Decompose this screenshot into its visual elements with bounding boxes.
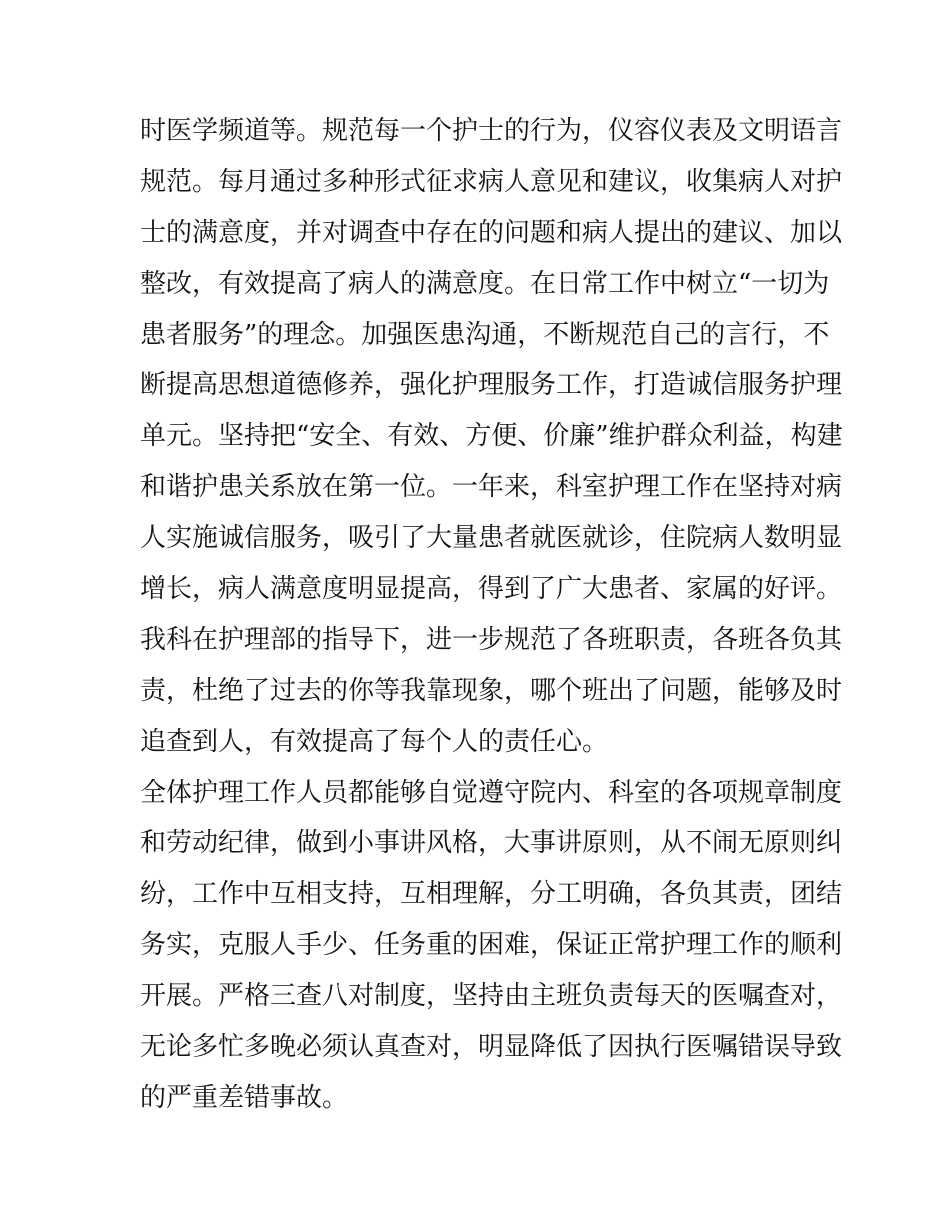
text-line: 增长，病人满意度明显提高，得到了广大患者、家属的好评。 <box>140 574 843 605</box>
text-line: 患者服务”的理念。加强医患沟通，不断规范自己的言行，不 <box>140 319 830 350</box>
text-line: 我科在护理部的指导下，进一步规范了各班职责，各班各负其 <box>140 624 843 655</box>
text-line: 整改，有效提高了病人的满意度。在日常工作中树立“一切为 <box>140 268 830 299</box>
body-text <box>140 106 843 1124</box>
text-line: 务实，克服人手少、任务重的困难，保证正常护理工作的顺利 <box>140 930 843 961</box>
text-line: 单元。坚持把“安全、有效、方便、价廉”维护群众利益，构建 <box>140 421 843 452</box>
text-line: 时医学频道等。规范每一个护士的行为，仪容仪表及文明语言 <box>140 116 843 146</box>
text-line: 人实施诚信服务，吸引了大量患者就医就诊，住院病人数明显 <box>140 523 843 554</box>
text-line: 士的满意度，并对调查中存在的问题和病人提出的建议、加以 <box>140 217 843 248</box>
text-line: 和谐护患关系放在第一位。一年来，科室护理工作在坚持对病 <box>140 472 843 503</box>
text-line: 责，杜绝了过去的你等我靠现象，哪个班出了问题，能够及时 <box>140 675 843 706</box>
text-line: 开展。严格三查八对制度，坚持由主班负责每天的医嘱查对， <box>140 981 843 1012</box>
text-line: 和劳动纪律，做到小事讲风格，大事讲原则，从不闹无原则纠 <box>140 828 843 859</box>
text-line: 断提高思想道德修养，强化护理服务工作，打造诚信服务护理 <box>140 370 843 401</box>
text-line: 无论多忙多晚必须认真查对，明显降低了因执行医嘱错误导致 <box>140 1032 843 1063</box>
text-line: 全体护理工作人员都能够自觉遵守院内、科室的各项规章制度 <box>140 777 843 808</box>
text-line: 纷，工作中互相支持，互相理解，分工明确，各负其责，团结 <box>140 879 843 910</box>
text-line: 规范。每月通过多种形式征求病人意见和建议，收集病人对护 <box>140 166 843 197</box>
text-line: 追查到人，有效提高了每个人的责任心。 <box>140 726 609 757</box>
text-line: 的严重差错事故。 <box>140 1082 349 1113</box>
